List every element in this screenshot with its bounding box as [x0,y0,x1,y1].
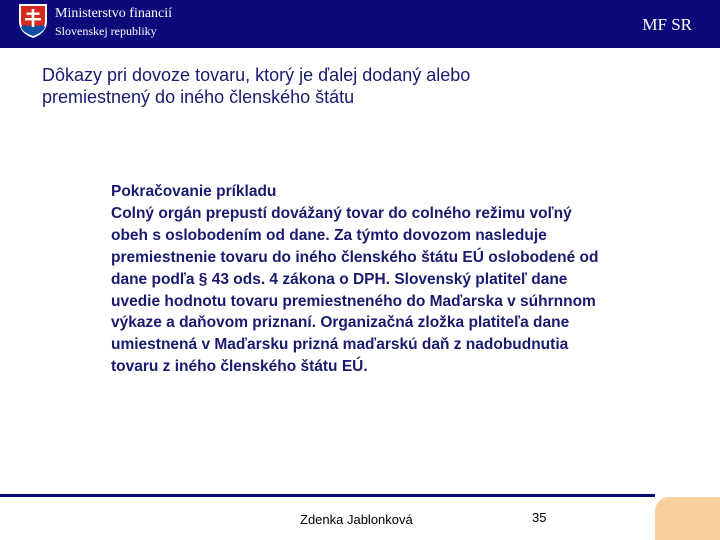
page-number: 35 [532,510,547,525]
slovak-coat-of-arms-icon [17,3,49,39]
body-line: premiestnenie tovaru do iného členského štátu EÚ oslobodené od [111,248,599,266]
body-line: obeh s oslobodením od dane. Za týmto dovozom nasleduje [111,226,547,244]
slide-title-line: premiestnený do iného členského štátu [42,87,355,107]
ministry-name: Ministerstvo financií [55,6,173,21]
slide-title [42,64,662,108]
ministry-abbreviation: MF SR [642,15,692,34]
body-line: výkaze a daňovom priznaní. Organizačná zložka platiteľa dane [111,314,570,332]
footer-author: Zdenka Jablonková [300,512,413,527]
body-line: tovaru z iného členského štátu EÚ. [111,358,368,376]
body-line: dane podľa § 43 ods. 4 zákona o DPH. Slovenský platiteľ dane [111,270,568,288]
footer-divider [0,494,655,497]
header-banner [0,0,720,48]
ministry-subtitle: Slovenskej republiky [55,24,157,38]
body-line: uvedie hodnotu tovaru premiestneného do Maďarska v súhrnnom [111,292,596,310]
slide-title-line: Dôkazy pri dovoze tovaru, ktorý je ďalej dodaný alebo [42,65,471,85]
body-line: Colný orgán prepustí dovážaný tovar do colného režimu voľný [111,204,572,222]
body-line: umiestnená v Maďarsku prizná maďarskú daň z nadobudnutia [111,336,569,354]
body-line: Pokračovanie príkladu [111,183,277,200]
slide-body [111,181,701,378]
footer-corner-decoration [655,497,720,540]
